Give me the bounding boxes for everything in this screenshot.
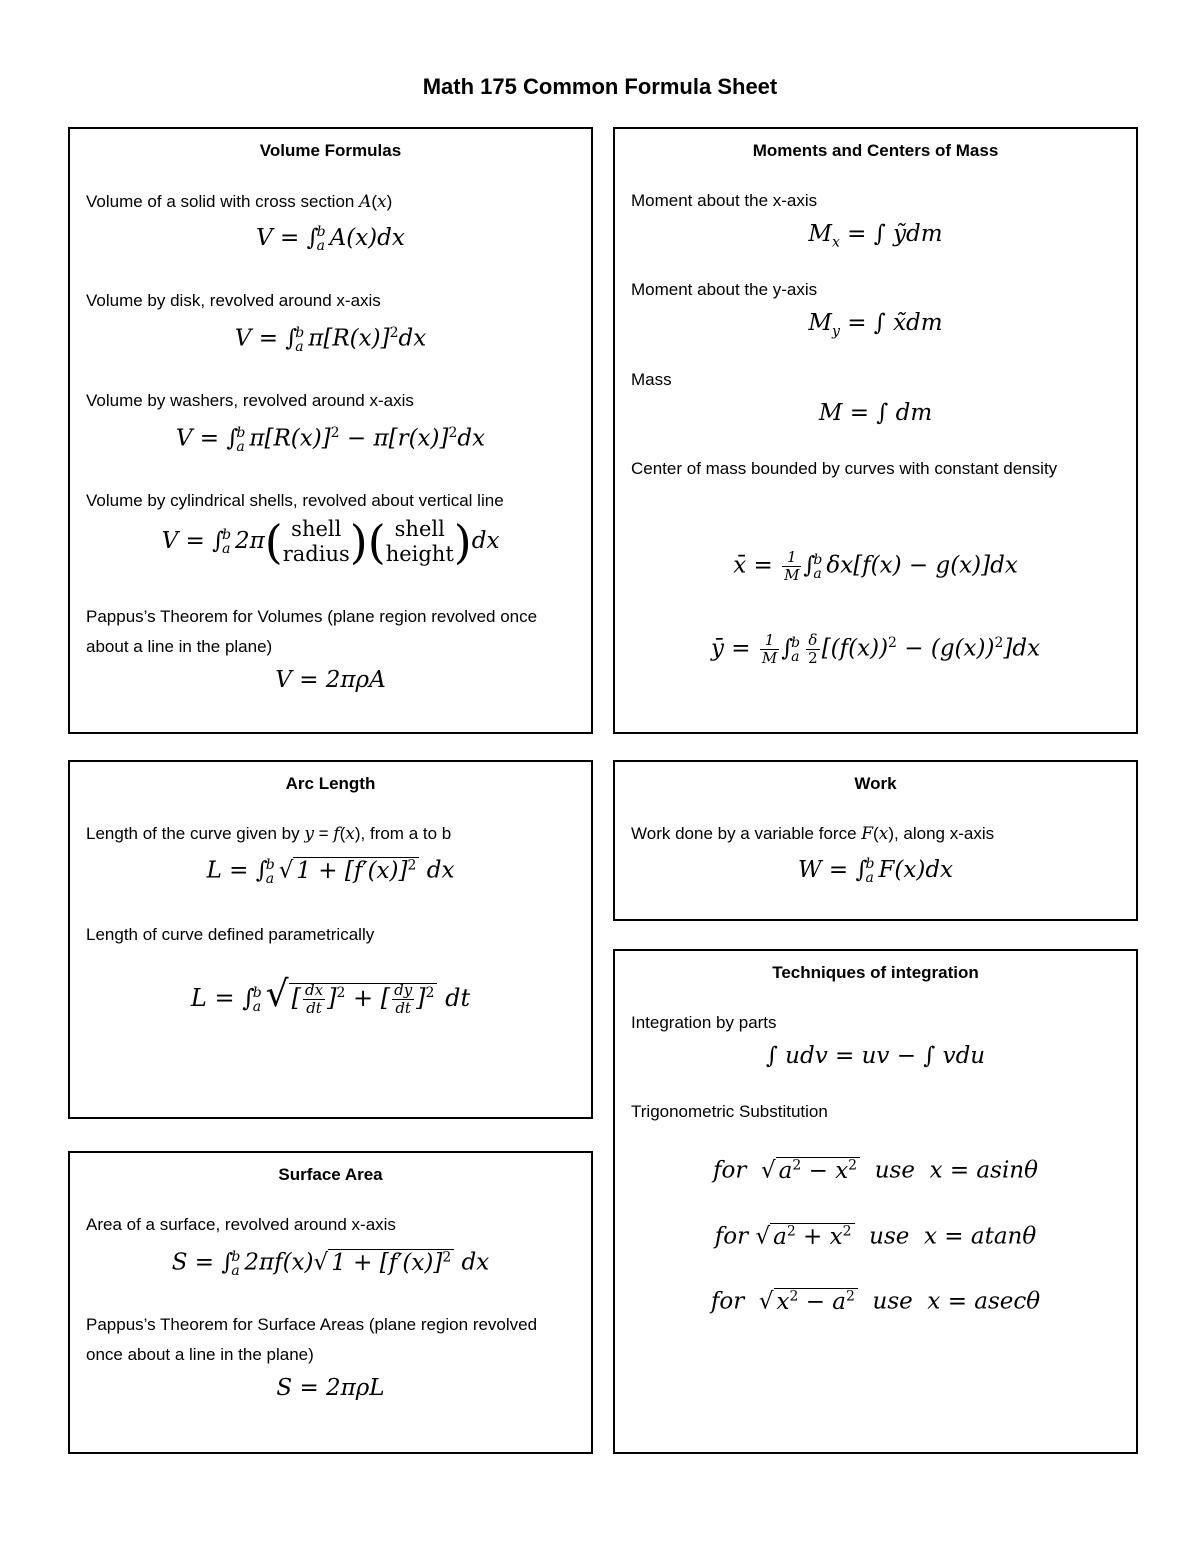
moments-panel — [613, 127, 1138, 734]
arc-curve-label: Length of the curve given by y = f(x), from a to b — [86, 824, 452, 844]
work-formula: W = ∫ b a F(x)dx — [797, 856, 954, 886]
ybar-formula: ȳ = $\frac{1}{M}$ ∫ b a $\frac{\delta}{2}$ $[(f(x))^2 - (g(x))^2]dx$ — [710, 631, 1041, 667]
mx-label: Moment about the x-axis — [631, 191, 818, 210]
volume-formulas-panel — [68, 127, 593, 734]
radius-word: radius — [282, 542, 350, 566]
surface-area-formula: S = ∫ b a 2πf(x)√ $1 + [f'(x)]^2$ dx — [171, 1248, 490, 1279]
disk-label: Volume by disk, revolved around x-axis — [86, 291, 381, 310]
my-formula: $M_y$ = ∫ x̃dm — [808, 310, 943, 340]
my-label: Moment about the y-axis — [631, 280, 818, 299]
mass-formula: M = ∫ dm — [818, 400, 933, 426]
shell-label: Volume by cylindrical shells, revolved about vertical line — [86, 491, 504, 510]
trig-row-3: for √ $x^2 - a^2$ use x = asecθ — [710, 1288, 1041, 1315]
shell-word: shell — [291, 517, 342, 541]
volume-heading: Volume Formulas — [259, 141, 402, 160]
shell-word-2: shell — [394, 517, 445, 541]
page-title: Math 175 Common Formula Sheet — [422, 74, 778, 99]
parts-label: Integration by parts — [631, 1013, 777, 1032]
pappus-surface-formula: S = 2πρL — [276, 1375, 385, 1401]
arc-param-label: Length of curve defined parametrically — [86, 925, 375, 944]
work-panel — [613, 760, 1138, 921]
disk-formula: V = ∫ b a $\pi[R(x)]^2dx$ — [234, 324, 427, 355]
parts-formula: ∫ udv = uv − ∫ vdu — [765, 1043, 986, 1069]
work-heading: Work — [854, 774, 897, 793]
arc-length-panel — [68, 760, 593, 1119]
mass-label: Mass — [631, 370, 672, 389]
techniques-panel — [613, 949, 1138, 1454]
arc-heading: Arc Length — [285, 774, 376, 793]
washer-label: Volume by washers, revolved around x-axis — [86, 391, 414, 410]
pappus-surface-label: Pappus’s Theorem for Surface Areas (plane region revolved once about a line in the plane) — [86, 1315, 538, 1364]
trig-row-1: for √ $a^2 - x^2$ use x = asinθ — [713, 1157, 1038, 1184]
cross-section-formula: V = ∫ b a A(x)dx — [256, 224, 405, 254]
mx-formula: $M_x$ = ∫ ỹdm — [808, 221, 943, 251]
surface-area-label: Area of a surface, revolved around x-axis — [86, 1215, 396, 1234]
washer-formula: V = ∫ b a $\pi[R(x)]^2 - \pi[r(x)]^2dx$ — [175, 424, 486, 455]
xbar-formula: x̄ = $\frac{1}{M}$ ∫ b a δx[f(x) − g(x)]dx — [733, 548, 1018, 584]
moments-heading: Moments and Centers of Mass — [752, 141, 999, 160]
techniques-heading: Techniques of integration — [772, 963, 979, 982]
pappus-volume-label: Pappus’s Theorem for Volumes (plane region revolved once about a line in the plane) — [86, 607, 538, 656]
arc-curve-formula: L = ∫ b a √ $1 + [f'(x)]^2$ dx — [206, 856, 455, 887]
trig-row-2: for √ $a^2 + x^2$ use x = atanθ — [714, 1223, 1037, 1250]
center-label: Center of mass bounded by curves with constant density — [631, 459, 1058, 478]
cross-section-label: Volume of a solid with cross section A(x) — [86, 192, 393, 212]
trig-label: Trigonometric Substitution — [631, 1102, 828, 1121]
surface-heading: Surface Area — [278, 1165, 383, 1184]
surface-area-panel — [68, 1151, 593, 1454]
work-label: Work done by a variable force F(x), along x-axis — [631, 824, 995, 844]
shell-formula: V = ∫ b a 2π( shell radius )( shell height )dx — [161, 515, 500, 569]
height-word: height — [385, 542, 454, 566]
arc-param-formula: L = ∫ b a √ [ $\frac{dx}{dt}$ ]$^2$ + [ $\frac{dy}{dt}$ ]$^2$ dt — [190, 974, 471, 1017]
pappus-volume-formula: V = 2πρA — [275, 667, 386, 693]
